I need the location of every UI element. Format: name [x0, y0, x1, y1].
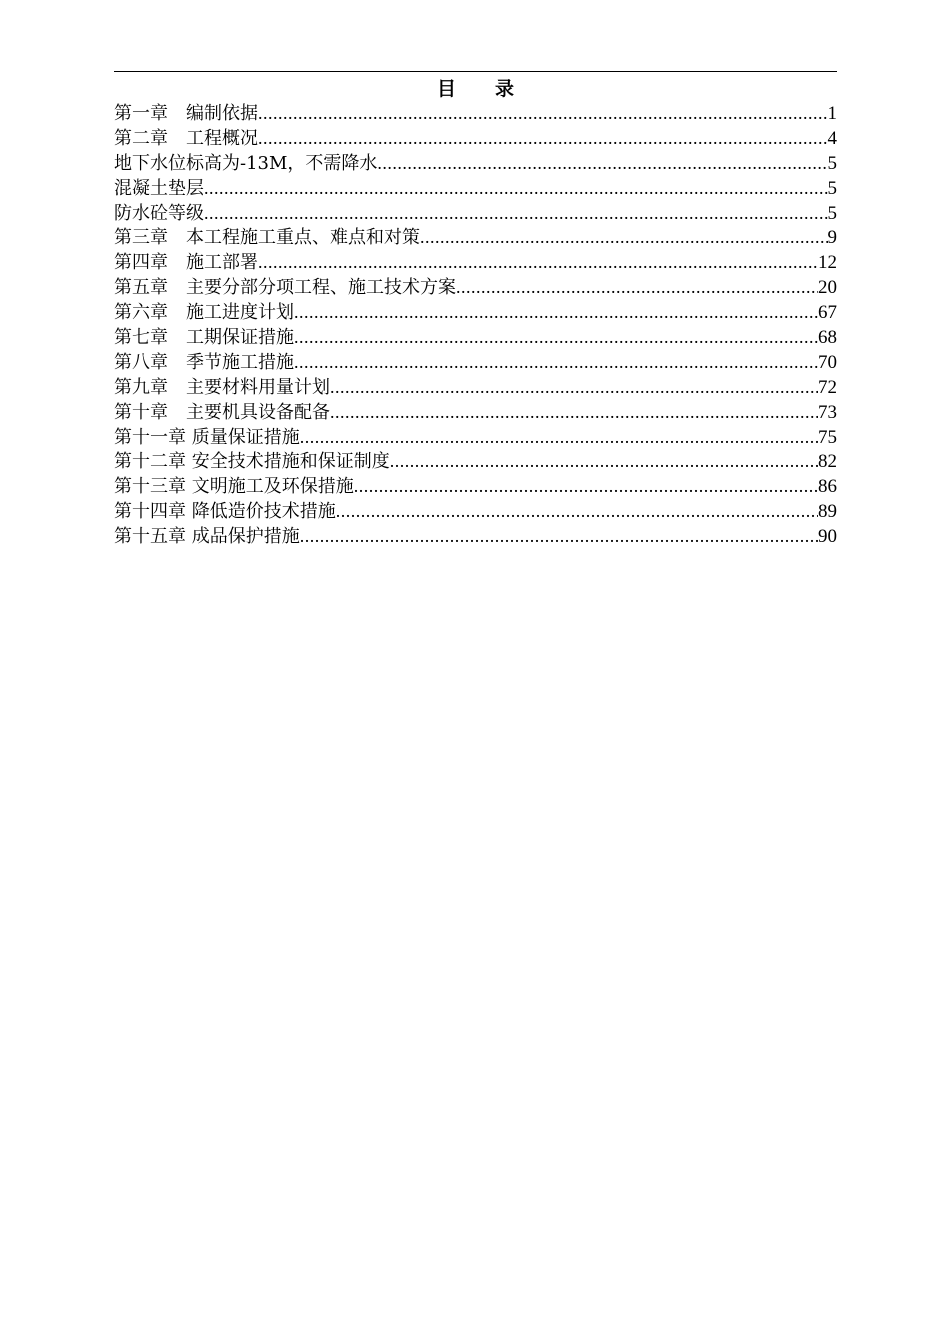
toc-entry-page-number: 67 — [818, 302, 837, 324]
toc-entry-title: 第十二章 安全技术措施和保证制度 — [114, 451, 390, 473]
toc-entry-title: 第十章 主要机具设备配备 — [114, 401, 330, 423]
toc-dot-leader — [258, 101, 828, 126]
toc-entry-title: 混凝土垫层 — [114, 177, 204, 199]
toc-dot-leader — [390, 449, 818, 474]
toc-dot-leader — [336, 499, 818, 524]
toc-entry[interactable] — [114, 400, 837, 425]
toc-dot-leader — [294, 350, 818, 375]
toc-dot-leader — [300, 524, 818, 549]
toc-entry-page-number: 68 — [818, 327, 837, 349]
toc-entry-page-number: 72 — [818, 376, 837, 398]
toc-entry-page-number: 12 — [818, 252, 837, 274]
toc-entry-page-number: 9 — [827, 227, 837, 249]
toc-entry[interactable] — [114, 300, 837, 325]
toc-entry-page-number: 1 — [827, 103, 837, 124]
toc-entry-title: 第一章 编制依据 — [114, 103, 258, 124]
toc-dot-leader — [354, 474, 818, 499]
toc-entry-page-number: 5 — [827, 152, 837, 174]
toc-entry[interactable] — [114, 524, 837, 549]
toc-dot-leader — [258, 250, 818, 275]
toc-entry-page-number: 70 — [818, 351, 837, 373]
toc-entry-page-number: 82 — [818, 451, 837, 473]
toc-entry-title: 第八章 季节施工措施 — [114, 351, 294, 373]
toc-dot-leader — [204, 201, 828, 226]
toc-dot-leader — [377, 151, 827, 176]
toc-entry-title: 第十四章 降低造价技术措施 — [114, 501, 336, 523]
toc-title: 目 录 — [436, 78, 524, 100]
toc-entry[interactable] — [114, 225, 837, 250]
toc-entry[interactable] — [114, 449, 837, 474]
toc-entry-title: 地下水位标高为-13M，不需降水 — [114, 152, 378, 174]
toc-dot-leader — [330, 375, 818, 400]
toc-entry-title: 第四章 施工部署 — [114, 252, 258, 274]
toc-entry-title: 第七章 工期保证措施 — [114, 327, 294, 349]
toc-entry-title: 第十五章 成品保护措施 — [114, 526, 300, 548]
toc-entry-title: 第三章 本工程施工重点、难点和对策 — [114, 227, 420, 249]
toc-entry[interactable] — [114, 176, 837, 201]
toc-entry-page-number: 4 — [827, 127, 837, 149]
toc-entry-title: 第十三章 文明施工及环保措施 — [114, 476, 354, 498]
toc-list — [114, 101, 837, 549]
toc-entry-page-number: 20 — [818, 277, 837, 299]
toc-entry[interactable] — [114, 325, 837, 350]
toc-entry-page-number: 90 — [818, 526, 837, 548]
toc-entry-page-number: 86 — [818, 476, 837, 498]
toc-dot-leader — [330, 400, 818, 425]
toc-entry[interactable] — [114, 474, 837, 499]
toc-entry-title: 第十一章 质量保证措施 — [114, 426, 300, 448]
toc-entry[interactable] — [114, 126, 837, 151]
toc-entry[interactable] — [114, 499, 837, 524]
toc-entry[interactable] — [114, 151, 837, 176]
toc-entry-page-number: 5 — [827, 202, 837, 224]
toc-dot-leader — [294, 325, 818, 350]
toc-entry-page-number: 75 — [818, 426, 837, 448]
toc-dot-leader — [456, 275, 818, 300]
toc-entry[interactable] — [114, 275, 837, 300]
toc-entry[interactable] — [114, 201, 837, 226]
toc-entry[interactable] — [114, 425, 837, 450]
toc-entry-title: 第二章 工程概况 — [114, 127, 258, 149]
toc-entry[interactable] — [114, 375, 837, 400]
toc-entry[interactable] — [114, 250, 837, 275]
toc-dot-leader — [300, 425, 818, 450]
toc-dot-leader — [258, 126, 828, 151]
toc-dot-leader — [420, 225, 828, 250]
toc-dot-leader — [204, 176, 828, 201]
toc-dot-leader — [294, 300, 818, 325]
toc-entry[interactable] — [114, 350, 837, 375]
toc-entry-title: 防水砼等级 — [114, 202, 204, 224]
toc-entry-page-number: 73 — [818, 401, 837, 423]
toc-entry-page-number: 89 — [818, 501, 837, 523]
toc-entry-title: 第六章 施工进度计划 — [114, 302, 294, 324]
toc-entry-page-number: 5 — [827, 177, 837, 199]
toc-entry[interactable] — [114, 101, 837, 126]
toc-entry-title: 第九章 主要材料用量计划 — [114, 376, 330, 398]
header-rule — [114, 71, 837, 72]
toc-entry-title: 第五章 主要分部分项工程、施工技术方案 — [114, 277, 456, 299]
